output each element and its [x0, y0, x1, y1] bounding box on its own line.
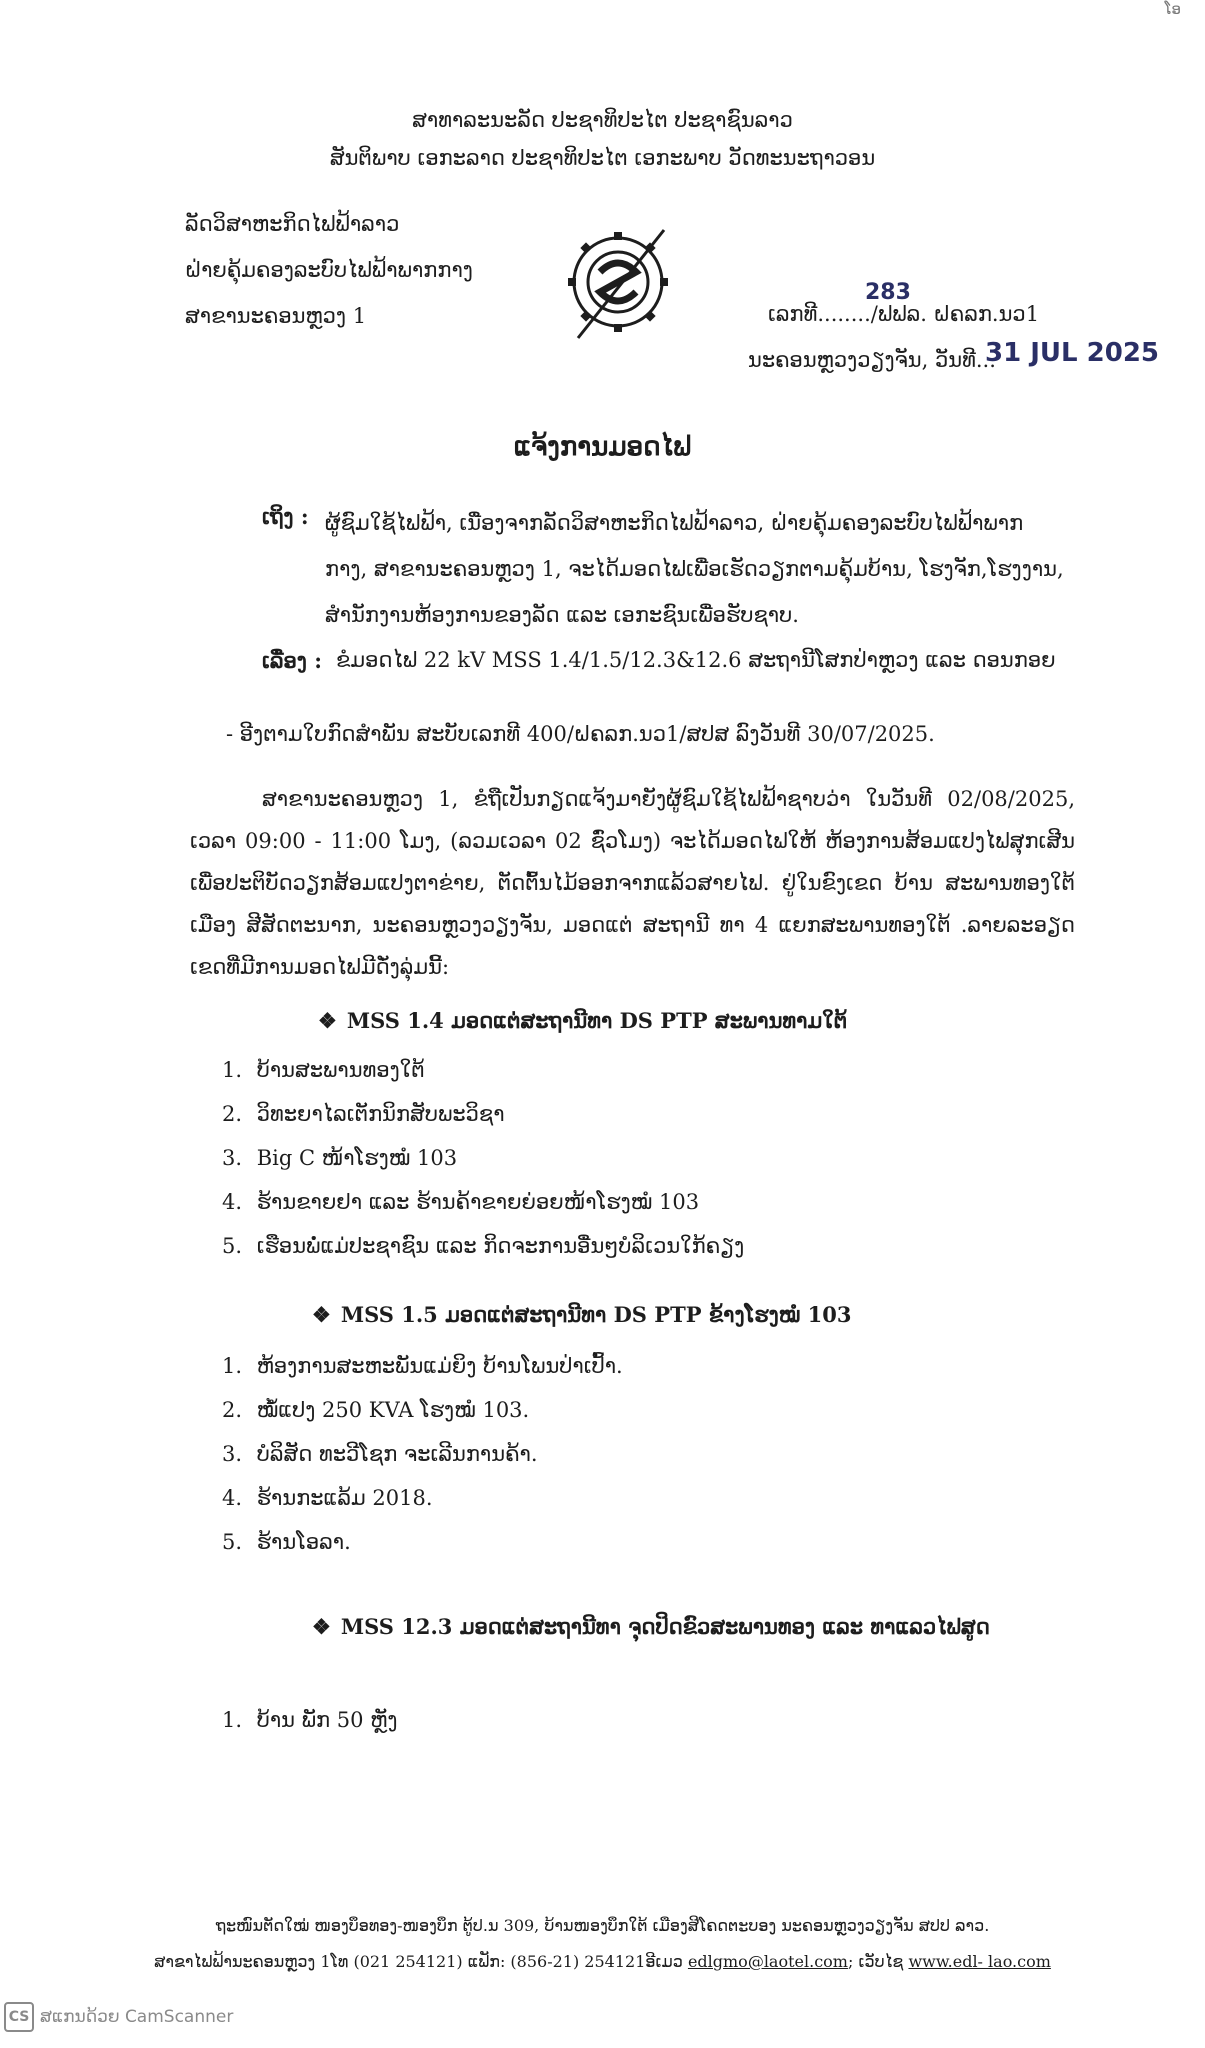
list-item-text: ໝໍ້ແປງ 250 KVA ໂຮງໝໍ 103. — [256, 1398, 530, 1422]
list-item-text: ເຮືອນພໍ່ແມ່ປະຊາຊົນ ແລະ ກິດຈະການອື່ນໆບໍລິເວນໃກ້ຄຽງ — [256, 1234, 745, 1258]
list-item-text: ຮ້ານຂາຍຢາ ແລະ ຮ້ານຄ້າຂາຍຍ່ອຍໜ້າໂຮງໝໍ 103 — [256, 1190, 700, 1214]
list-item-number: 1. — [222, 1058, 243, 1082]
list-item-number: 2. — [222, 1398, 243, 1422]
footer-website-link[interactable]: www.edl- lao.com — [908, 1952, 1051, 1971]
subject-label: ເລື່ອງ : — [262, 648, 322, 673]
list-item — [222, 1486, 433, 1510]
section-heading — [312, 1302, 852, 1327]
to-text: ຜູ້ຊົມໃຊ້ໄຟຟ້າ, ເນື່ອງຈາກລັດວິສາຫະກິດໄຟຟ້າລາວ, ຝ່າຍຄຸ້ມຄອງລະບົບໄຟຟ້າພາກກາງ, ສາຂານະຄອນຫຼວງ 1, ຈະໄດ້ມອດໄຟເພື່ອເຮັດວຽກຕາມຄຸ້ມບ້ານ, ໂຮງຈັກ,ໂຮງງານ, ສຳນັກງານຫ້ອງການຂອງລັດ ແລະ ເອກະຊົນເພື່ອຮັບຊາບ. — [325, 511, 1064, 627]
org-line3: ສາຂານະຄອນຫຼວງ 1 — [185, 304, 367, 328]
list-item-text: ຮ້ານໂອລາ. — [256, 1530, 351, 1554]
scanner-watermark — [4, 2000, 233, 2034]
list-item-number: 3. — [222, 1146, 243, 1170]
to-label: ເຖິງ : — [262, 504, 309, 529]
body-text: ສາຂານະຄອນຫຼວງ 1, ຂໍຖືເປັນກຽດແຈ້ງມາຍັງຜູ້ຊົມໃຊ້ໄຟຟ້າຊາບວ່າ ໃນວັນທີ 02/08/2025, ເວລາ 09:00 - 11:00 ໂມງ, (ລວມເວລາ 02 ຊົ່ວໂມງ) ຈະໄດ້ມອດໄຟໃຫ້ ຫ້ອງການສ້ອມແປງໄຟສຸກເສີນ ເພື່ອປະຕິບັດວຽກສ້ອມແປງຕາຂ່າຍ, ຕັດຕົ້ນໄມ້ອອກຈາກແລ້ວສາຍໄຟ. ຢູ່ໃນຂົງເຂດ ບ້ານ ສະພານທອງໃຕ້ ເມືອງ ສີສັດຕະນາກ, ນະຄອນຫຼວງວຽງຈັນ, ມອດແຕ່ ສະຖານີ ທາ 4 ແຍກສະພານທອງໃຕ້ .ລາຍລະອຽດເຂດທີ່ມີການມອດໄຟມີດັ່ງລຸ່ມນີ້: — [190, 787, 1075, 979]
reference-number-prefix: ເລກທີ.. — [768, 302, 831, 326]
list-item-number: 4. — [222, 1190, 243, 1214]
list-item — [222, 1398, 529, 1422]
diamond-bullet-icon: ❖ — [318, 1008, 337, 1033]
list-item-number: 4. — [222, 1486, 243, 1510]
list-item-number: 1. — [222, 1354, 243, 1378]
national-header-line2: ສັນຕິພາບ ເອກະລາດ ປະຊາທິປະໄຕ ເອກະພາບ ວັດທະນະຖາວອນ — [329, 146, 876, 170]
list-item-text: ຮ້ານກະແລ້ມ 2018. — [256, 1486, 433, 1510]
edl-logo-icon — [560, 220, 680, 350]
section-heading — [312, 1614, 990, 1639]
national-header-line1: ສາທາລະນະລັດ ປະຊາທິປະໄຕ ປະຊາຊົນລາວ — [412, 108, 793, 132]
place-date: ນະຄອນຫຼວງວຽງຈັນ, ວັນທີ... — [748, 348, 996, 372]
date-stamp: 31 JUL 2025 — [985, 338, 1160, 368]
list-item — [222, 1530, 351, 1554]
reference-number-suffix: ....../ຟຟລ. ຝຄລກ.ນວ1 — [830, 302, 1040, 326]
list-item — [222, 1234, 744, 1258]
camscanner-logo-icon: CS — [4, 2002, 34, 2032]
list-item — [222, 1354, 623, 1378]
scanner-label: ສແກນດ້ວຍ CamScanner — [40, 2007, 234, 2027]
diamond-bullet-icon: ❖ — [312, 1614, 331, 1639]
list-item — [222, 1102, 505, 1126]
org-line1: ລັດວິສາຫະກິດໄຟຟ້າລາວ — [185, 212, 400, 236]
list-item-number: 1. — [222, 1708, 243, 1732]
handwritten-number: 283 — [865, 280, 911, 305]
section-heading-text: MSS 12.3 ມອດແຕ່ສະຖານີທາ ຈຸດປິດຂົວສະພານທອງ ແລະ ທາແລວໄຟສູດ — [340, 1614, 990, 1639]
reference-number — [768, 302, 1039, 326]
list-item — [222, 1146, 457, 1170]
section-heading — [318, 1008, 847, 1033]
list-item-text: ບ້ານສະພານທອງໃຕ້ — [256, 1058, 425, 1082]
list-item-text: Big C ໜ້າໂຮງໝໍ 103 — [256, 1146, 458, 1170]
list-item-number: 5. — [222, 1530, 243, 1554]
list-item — [222, 1442, 538, 1466]
list-item — [222, 1190, 699, 1214]
subject-text: ຂໍມອດໄຟ 22 kV MSS 1.4/1.5/12.3&12.6 ສະຖານີໂສກປ່າຫຼວງ ແລະ ດອນກອຍ — [336, 648, 1056, 672]
footer-email-link[interactable]: edlgmo@laotel.com — [687, 1952, 848, 1971]
list-item — [222, 1058, 425, 1082]
footer-phone-fax: ສາຂາໄຟຟ້ານະຄອນຫຼວງ 1ໂທ (021 254121) ແຟັກ: (856-21) 254121ອີເມວ — [154, 1952, 688, 1971]
org-line2: ຝ່າຍຄຸ້ມຄອງລະບົບໄຟຟ້າພາກກາງ — [185, 258, 473, 282]
list-item-text: ບ້ານ ພັກ 50 ຫຼັງ — [256, 1708, 398, 1732]
section-heading-text: MSS 1.5 ມອດແຕ່ສະຖານີທາ DS PTP ຂ້າງໂຮງໝໍ 103 — [340, 1302, 852, 1327]
list-item-text: ຫ້ອງການສະຫະພັນແມ່ຍິງ ບ້ານໂພນປ່າເປົ້າ. — [256, 1354, 623, 1378]
corner-mark: ໂອ — [1164, 0, 1181, 18]
list-item-text: ວິທະຍາໄລເຕັກນິກສັບພະວິຊາ — [256, 1102, 505, 1126]
reference-line: - ອີງຕາມໃບກົດສຳພັນ ສະບັບເລກທີ 400/ຝຄລກ.ນວ1/ສປສ ລົງວັນທີ 30/07/2025. — [226, 722, 935, 746]
footer-address: ຖະໜົນຕັດໃໝ່ ໜອງບຶອທອງ-ໜອງບຶກ ຕູ້ປ.ນ 309, ບ້ານໜອງບຶກໃຕ້ ເມືອງສີໂຄດຕະບອງ ນະຄອນຫຼວງວຽງຈັນ ສປປ ລາວ. — [215, 1916, 990, 1935]
footer-contact — [0, 1952, 1205, 1971]
page-title: ແຈ້ງການມອດໄຟ — [513, 432, 692, 462]
list-item-number: 3. — [222, 1442, 243, 1466]
list-item-number: 5. — [222, 1234, 243, 1258]
list-item-number: 2. — [222, 1102, 243, 1126]
list-item-text: ບໍລິສັດ ທະວີໂຊກ ຈະເລີນການຄ້າ. — [256, 1442, 538, 1466]
footer-website-label: ; ເວັບໄຊ — [847, 1952, 909, 1971]
list-item — [222, 1708, 398, 1732]
section-heading-text: MSS 1.4 ມອດແຕ່ສະຖານີທາ DS PTP ສະພານທາມໃຕ້ — [346, 1008, 848, 1033]
diamond-bullet-icon: ❖ — [312, 1302, 331, 1327]
